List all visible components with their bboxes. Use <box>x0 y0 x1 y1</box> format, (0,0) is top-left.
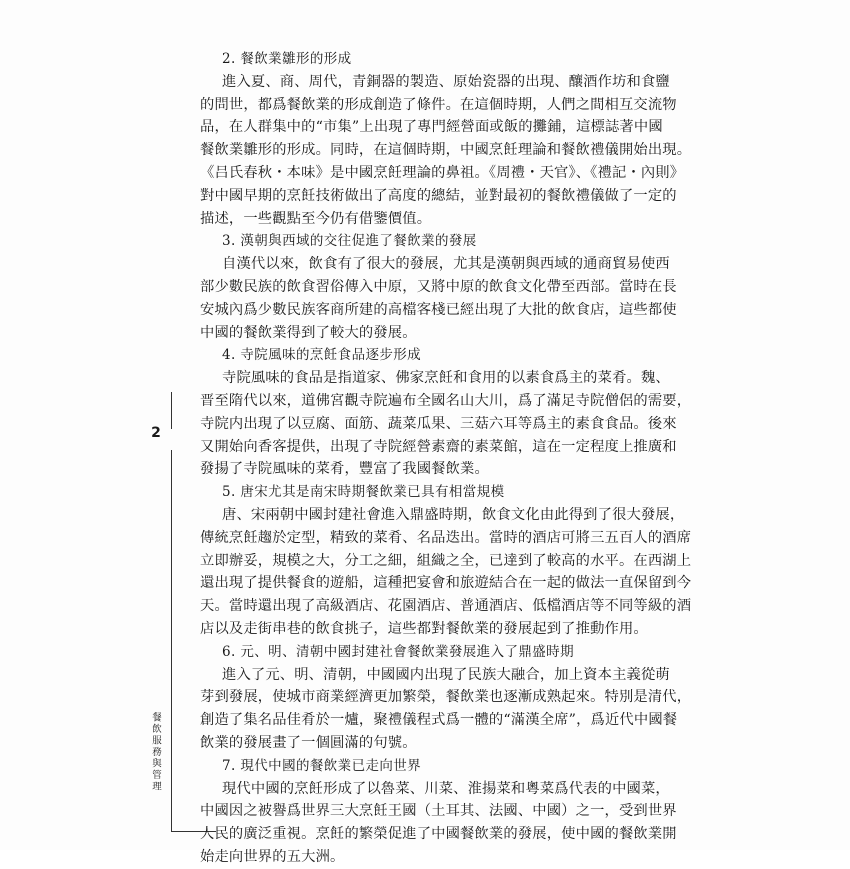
section-paragraph <box>200 367 692 481</box>
paragraph-line: 傳統烹飪趨於定型，精致的菜肴、名品迭出。當時的酒店可將三五百人的酒席 <box>200 529 692 546</box>
section-heading: 2. 餐飲業雛形的形成 <box>222 51 352 67</box>
paragraph-line: 進入夏、商、周代，青銅器的製造、原始瓷器的出現、釀酒作坊和食鹽 <box>222 73 670 90</box>
paragraph-line: 飲業的發展畫了一個圓滿的句號。 <box>200 734 417 751</box>
paragraph-line: 發揚了寺院風味的菜肴，豐富了我國餐飲業。 <box>200 461 489 478</box>
running-head: 餐飲服務與管理 <box>150 712 161 793</box>
paragraph-line: 安城內爲少數民族客商所建的高檔客棧已經出現了大批的飲食店，這些都使 <box>200 301 677 318</box>
section-heading: 5. 唐宋尤其是南宋時期餐飲業已具有相當規模 <box>222 484 505 501</box>
paragraph-line: 現代中國的烹飪形成了以魯菜、川菜、淮揚菜和粵菜爲代表的中國菜， <box>222 780 670 797</box>
paragraph-line: 晋至隋代以來，道佛宮觀寺院遍布全國名山大川，爲了滿足寺院僧侶的需要， <box>200 392 692 409</box>
paragraph-line: 創造了集名品佳肴於一爐，聚禮儀程式爲一體的“滿漢全席”，爲近代中國餐 <box>200 712 678 729</box>
body-text <box>200 48 692 869</box>
section-paragraph <box>200 664 692 755</box>
paragraph-line: 中國的餐飲業得到了較大的發展。 <box>200 324 417 341</box>
section-heading: 6. 元、明、清朝中國封建社會餐飲業發展進入了鼎盛時期 <box>222 643 574 660</box>
paragraph-line: 天。當時還出現了高級酒店、花園酒店、普通酒店、低檔酒店等不同等級的酒 <box>200 598 692 615</box>
paragraph-line: 描述，一些觀點至今仍有借鑒價值。 <box>200 210 432 227</box>
section-heading: 4. 寺院風味的烹飪食品逐步形成 <box>222 347 422 364</box>
paragraph-line: 《吕氏春秋・本味》是中國烹飪理論的鼻祖。《周禮・天官》、《禮記・內則》 <box>200 164 685 181</box>
section-heading: 3. 漢朝與西域的交往促進了餐飲業的發展 <box>222 233 477 250</box>
paragraph-line: 寺院内出現了以豆腐、面筋、蔬菜瓜果、三菇六耳等爲主的素食食品。後來 <box>200 415 677 432</box>
section-paragraph <box>200 253 677 344</box>
paragraph-line: 芽到發展，使城市商業經濟更加繁榮，餐飲業也逐漸成熟起來。特別是清代， <box>200 689 692 706</box>
paragraph-line: 對中國早期的烹飪技術做出了高度的總結，並對最初的餐飲禮儀做了一定的 <box>200 187 677 204</box>
paragraph-line: 中國因之被譽爲世界三大烹飪王國（土耳其、法國、中國）之一，受到世界 <box>200 803 677 820</box>
margin-rule-top <box>171 392 172 429</box>
paragraph-line: 立即辦妥，規模之大，分工之細，組織之全，已達到了較高的水平。在西湖上 <box>200 552 692 569</box>
paragraph-line: 人民的廣泛重視。烹飪的繁榮促進了中國餐飲業的發展，使中國的餐飲業開 <box>200 826 677 843</box>
paragraph-line: 唐、宋兩朝中國封建社會進入鼎盛時期，飲食文化由此得到了很大發展， <box>222 506 685 523</box>
paragraph-line: 進入了元、明、清朝，中國國内出現了民族大融合，加上資本主義從萌 <box>222 666 670 683</box>
page-number: 2 <box>151 425 161 441</box>
paragraph-line: 品，在人群集中的“市集”上出現了專門經營面或飯的攤鋪，這標誌著中國 <box>200 119 663 136</box>
paragraph-line: 部少數民族的飲食習俗傳入中原，又將中原的飲食文化帶至西部。當時在長 <box>200 278 677 295</box>
section-paragraph <box>200 71 692 231</box>
paragraph-line: 寺院風味的食品是指道家、佛家烹飪和食用的以素食爲主的菜肴。魏、 <box>222 370 670 387</box>
paragraph-line: 店以及走街串巷的飲食挑子，這些都對餐飲業的發展起到了推動作用。 <box>200 620 648 637</box>
paragraph-line: 餐飲業雛形的形成。同時，在這個時期，中國烹飪理論和餐飲禮儀開始出現。 <box>200 142 692 159</box>
paragraph-line: 又開始向香客提供，出現了寺院經營素齋的素菜館，這在一定程度上推廣和 <box>200 438 677 455</box>
paragraph-line: 還出現了提供餐食的遊船，這種把宴會和旅遊結合在一起的做法一直保留到今 <box>200 575 692 592</box>
section-paragraph <box>200 778 677 869</box>
paragraph-line: 自漢代以來，飲食有了很大的發展，尤其是漢朝與西域的通商貿易使西 <box>222 256 670 273</box>
section-paragraph <box>200 504 692 641</box>
paragraph-line: 始走向世界的五大洲。 <box>200 848 345 865</box>
margin-rule-bottom <box>171 450 172 832</box>
paragraph-line: 的問世，都爲餐飲業的形成創造了條件。在這個時期，人們之間相互交流物 <box>200 96 677 113</box>
section-heading: 7. 現代中國的餐飲業已走向世界 <box>222 757 422 774</box>
